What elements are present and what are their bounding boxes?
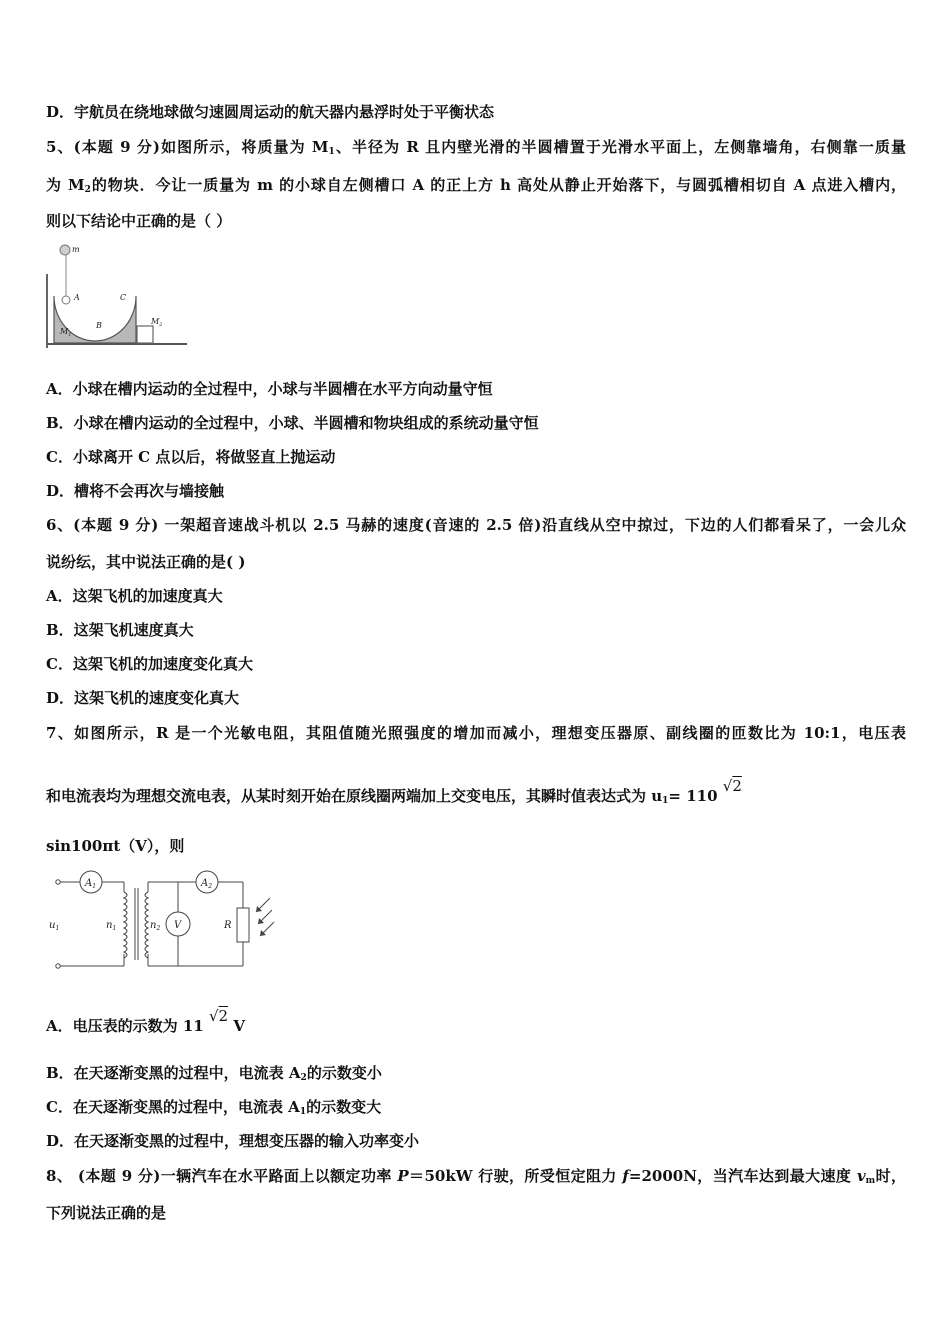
ball-at-a-shape <box>62 296 70 304</box>
q7-stem-line3: sin100πt（V），则 <box>46 837 185 855</box>
label-b: B <box>96 321 102 330</box>
secondary-coil-shape <box>145 892 148 958</box>
q7-option-b: B．在天逐渐变黑的过程中，电流表 $A_2$的示数变小 <box>46 1064 382 1083</box>
q6-option-b: B．这架飞机速度真大 <box>46 621 194 639</box>
q6-stem-line2: 说纷纭，其中说法正确的是( ) <box>46 553 246 571</box>
q5-diagram <box>44 240 190 350</box>
q8-stem-line2: 下列说法正确的是 <box>46 1204 167 1222</box>
label-c: C <box>120 293 127 302</box>
block-m2-shape <box>137 326 153 343</box>
terminal-top <box>56 880 60 884</box>
q5-option-a: A．小球在槽内运动的全过程中，小球与半圆槽在水平方向动量守恒 <box>46 380 493 398</box>
label-n2: $n_2$ <box>150 920 161 932</box>
q7-sqrt-2: √2 <box>722 777 742 795</box>
q6-stem-line1: 6、(本题 9 分) 一架超音速战斗机以 2.5 马赫的速度(音速的 2.5 倍)沿直线从空中掠过，下边的人们都看呆了，一会儿众 <box>46 516 906 534</box>
q7-option-a-sqrt: √2 <box>208 1007 229 1025</box>
q6-option-c: C．这架飞机的加速度变化真大 <box>46 655 253 673</box>
q6-option-d: D．这架飞机的速度变化真大 <box>46 689 240 707</box>
q7-figure-transformer-circuit <box>46 870 276 978</box>
q8-stem-line1: 8、 (本题 9 分)一辆汽车在水平路面上以额定功率 P＝50kW 行驶，所受恒定阻力 f=2000N，当汽车达到最大速度 $v_m$时， <box>46 1167 906 1186</box>
label-a2: $A_2$ <box>201 878 213 890</box>
q7-option-c: C．在天逐渐变黑的过程中，电流表 $A_1$的示数变大 <box>46 1098 382 1117</box>
label-a1: $A_1$ <box>85 878 97 890</box>
q5-stem-line2: 为 $M_2$的物块．今让一质量为 m 的小球自左侧槽口 A 的正上方 h 高处从静止开始落下，与圆弧槽相切自 A 点进入槽内， <box>46 176 906 195</box>
q7-stem-line1: 7、如图所示，R 是一个光敏电阻，其阻值随光照强度的增加而减小，理想变压器原、副线圈的匝数比为 10:1，电压表 <box>46 724 906 742</box>
q5-option-c: C．小球离开 C 点以后，将做竖直上抛运动 <box>46 448 336 466</box>
photoresistor-shape <box>237 908 249 942</box>
q6-option-a: A．这架飞机的加速度真大 <box>46 587 223 605</box>
label-m2: $M_2$ <box>151 317 163 328</box>
q5-figure-half-groove <box>44 240 190 354</box>
label-m1: $M_1$ <box>60 327 72 338</box>
label-a: A <box>74 293 80 302</box>
q4-option-d: D．宇航员在绕地球做匀速圆周运动的航天器内悬浮时处于平衡状态 <box>46 103 495 121</box>
primary-coil-shape <box>124 892 127 958</box>
q5-stem-line1: 5、(本题 9 分)如图所示，将质量为 $M_1$、半径为 R 且内壁光滑的半圆槽置于光滑水平面上，左侧靠墙角，右侧靠一质量 <box>46 138 906 157</box>
label-m: m <box>72 245 80 254</box>
label-r: R <box>224 920 232 931</box>
q7-stem-line2: 和电流表均为理想交流电表，从某时刻开始在原线圈两端加上交变电压，其瞬时值表达式为 $u_1= 110$ √2 <box>46 777 742 806</box>
q7-diagram <box>46 870 276 974</box>
label-v: V <box>174 920 182 931</box>
q5-option-d: D．槽将不会再次与墙接触 <box>46 482 225 500</box>
label-n1: $n_1$ <box>106 920 117 932</box>
q5-stem-line3: 则以下结论中正确的是（ ） <box>46 212 232 230</box>
terminal-bottom <box>56 964 60 968</box>
q7-option-d: D．在天逐渐变黑的过程中，理想变压器的输入功率变小 <box>46 1132 420 1150</box>
q7-option-a: A．电压表的示数为 11 √2 V <box>46 1007 245 1035</box>
ball-m-shape <box>60 245 70 255</box>
label-u1: $u_1$ <box>49 920 60 932</box>
q5-option-b: B．小球在槽内运动的全过程中，小球、半圆槽和物块组成的系统动量守恒 <box>46 414 539 432</box>
